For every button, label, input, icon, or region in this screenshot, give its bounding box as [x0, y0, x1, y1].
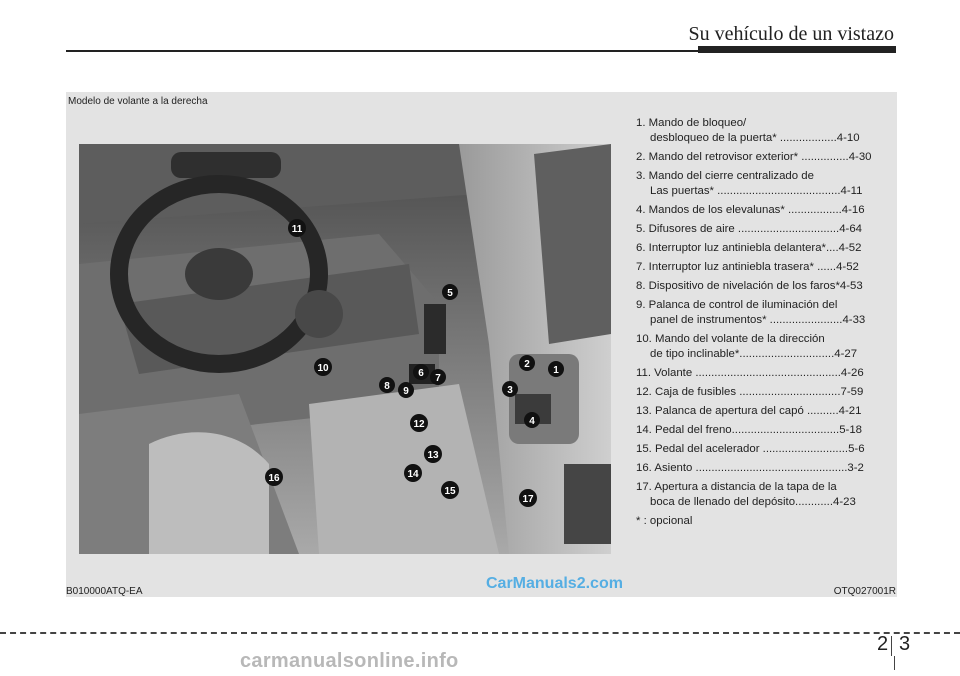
callout-15	[441, 481, 459, 499]
callout-3	[502, 381, 518, 397]
legend-item-7: 7. Interruptor luz antiniebla trasera* ......4-52	[636, 261, 859, 273]
header-tab	[698, 46, 896, 53]
page-number-separator	[891, 636, 892, 656]
callout-8-label: 8	[384, 381, 390, 392]
callout-14-label: 14	[407, 469, 419, 480]
callout-1-label: 1	[553, 365, 559, 376]
callout-16	[265, 468, 283, 486]
page-tick-mark	[894, 656, 895, 670]
callout-10	[314, 358, 332, 376]
footer-dashed-rule	[0, 632, 960, 634]
callout-15-label: 15	[444, 486, 456, 497]
image-code: OTQ027001R	[833, 586, 896, 597]
legend-item-16: 16. Asiento ................................................3-2	[636, 462, 864, 474]
callout-9	[398, 382, 414, 398]
callout-4	[524, 412, 540, 428]
page-header-title: Su vehículo de un vistazo	[688, 23, 894, 45]
callout-17	[519, 489, 537, 507]
legend-item-9: 9. Palanca de control de iluminación del panel de instrumentos* .......................4-33	[636, 299, 866, 326]
legend-item-3: 3. Mando del cierre centralizado de Las puertas* .......................................4-11	[636, 170, 863, 197]
callout-16-label: 16	[268, 473, 280, 484]
callout-11	[288, 219, 306, 237]
legend-item-17: 17. Apertura a distancia de la tapa de la boca de llenado del depósito............4-23	[636, 481, 856, 508]
callout-2	[519, 355, 535, 371]
figure-caption: Modelo de volante a la derecha	[68, 96, 208, 107]
section-code: B010000ATQ-EA	[66, 586, 143, 597]
callout-8	[379, 377, 395, 393]
legend-item-10: 10. Mando del volante de la dirección de tipo inclinable*..............................4-27	[636, 333, 858, 360]
figure-codes	[66, 586, 896, 600]
callout-12-label: 12	[413, 419, 425, 430]
callout-17-label: 17	[522, 494, 534, 505]
legend-item-1: 1. Mando de bloqueo/ desbloqueo de la puerta* ..................4-10	[636, 117, 860, 144]
callout-12	[410, 414, 428, 432]
watermark-site[interactable]: CarManuals2.com	[486, 575, 623, 592]
legend-item-8: 8. Dispositivo de nivelación de los faros*4-53	[636, 280, 863, 292]
callout-7-label: 7	[435, 373, 441, 384]
callout-5	[442, 284, 458, 300]
callout-4-label: 4	[529, 416, 535, 427]
interior-photo	[79, 144, 611, 554]
callout-1	[548, 361, 564, 377]
component-legend	[636, 116, 894, 533]
callout-6	[413, 364, 429, 380]
legend-item-12: 12. Caja de fusibles ................................7-59	[636, 386, 864, 398]
legend-item-13: 13. Palanca de apertura del capó ..........4-21	[636, 405, 862, 417]
legend-item-11: 11. Volante ..............................................4-26	[636, 367, 864, 379]
callout-11-label: 11	[291, 224, 303, 235]
legend-item-15: 15. Pedal del acelerador ...........................5-6	[636, 443, 865, 455]
callout-7	[430, 369, 446, 385]
legend-item-2: 2. Mando del retrovisor exterior* ...............4-30	[636, 151, 872, 163]
watermark-bottom[interactable]: carmanualsonline.info	[240, 650, 459, 672]
legend-item-5: 5. Difusores de aire ................................4-64	[636, 223, 862, 235]
callout-2-label: 2	[524, 359, 530, 370]
callout-10-label: 10	[317, 363, 329, 374]
interior-illustration	[79, 144, 611, 554]
callout-13-label: 13	[427, 450, 439, 461]
page-chapter-number: 2	[877, 633, 889, 655]
legend-item-14: 14. Pedal del freno..................................5-18	[636, 424, 863, 436]
legend-item-6: 6. Interruptor luz antiniebla delantera*....4-52	[636, 242, 862, 254]
callout-5-label: 5	[447, 288, 453, 299]
legend-item-4: 4. Mandos de los elevalunas* .................4-16	[636, 204, 865, 216]
callout-13	[424, 445, 442, 463]
callout-14	[404, 464, 422, 482]
callout-3-label: 3	[507, 385, 513, 396]
legend-footnote: * : opcional	[636, 515, 693, 527]
callout-6-label: 6	[418, 368, 424, 379]
page-number: 3	[899, 633, 911, 655]
callout-9-label: 9	[403, 386, 409, 397]
